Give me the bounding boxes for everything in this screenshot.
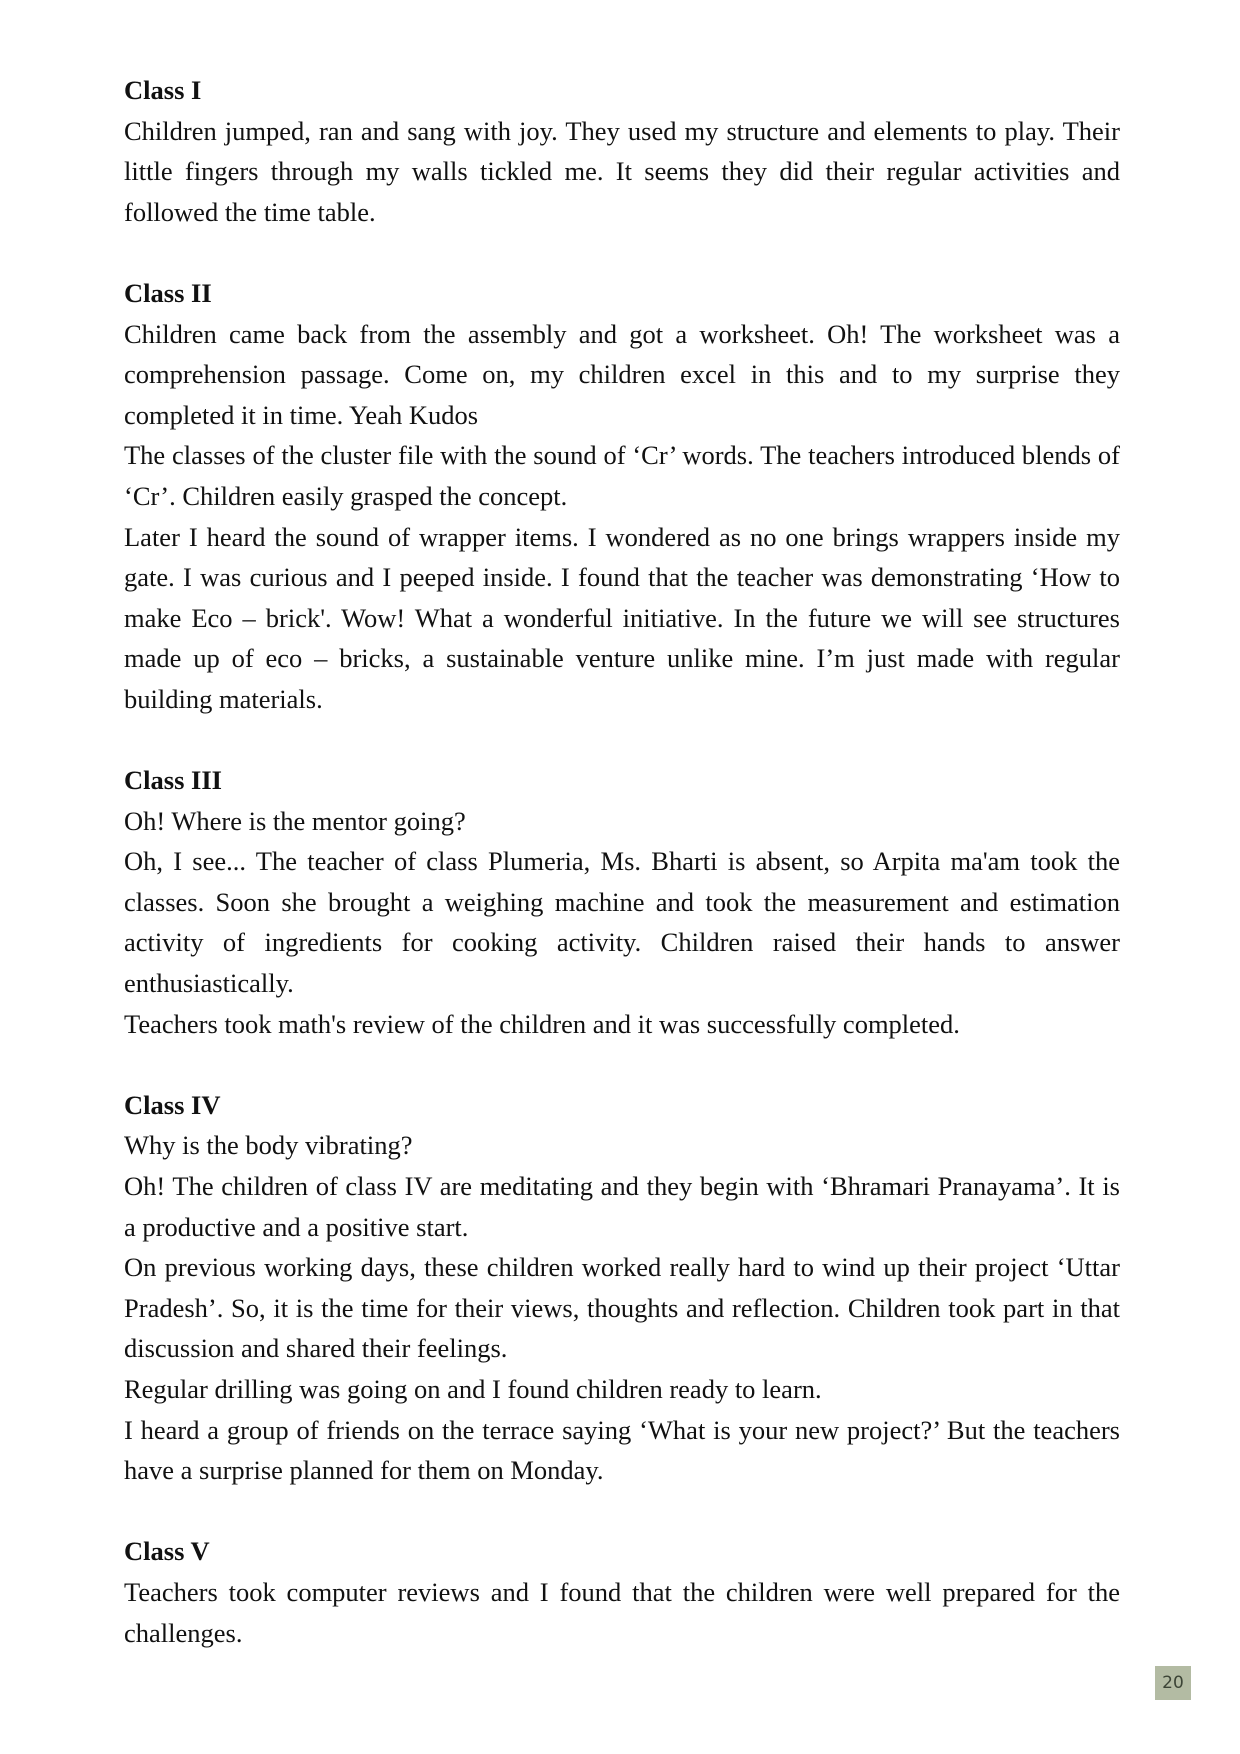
paragraph: Later I heard the sound of wrapper items. I wondered as no one brings wrappers inside my gate. I was curious and I peeped inside. I found that the teacher was demonstrating ‘How to make Eco – brick'. Wow! What a wonderful initiative. In the future we will see structures made up of eco – bricks, a sustainable venture unlike mine. I’m just made with regular building materials. xyxy=(124,521,1120,714)
paragraph: Regular drilling was going on and I found children ready to learn. xyxy=(124,1374,822,1404)
paragraph: Why is the body vibrating? xyxy=(124,1130,413,1161)
section-heading: Class III xyxy=(124,765,222,796)
section-heading: Class V xyxy=(124,1536,210,1567)
section-heading: Class II xyxy=(124,277,212,308)
paragraph: Children jumped, ran and sang with joy. They used my structure and elements to play. Their little fingers through my walls tickled me. It seems they did their regular activities and followed the time table. xyxy=(124,115,1120,227)
paragraph: Oh, I see... The teacher of class Plumeria, Ms. Bharti is absent, so Arpita ma'am took the classes. Soon she brought a weighing machine and took the measurement and estimation activity of ingredients for cooking activity. Children raised their hands to answer enthusiastically. xyxy=(124,846,1120,999)
section-class-i xyxy=(124,70,1120,232)
paragraph: Oh! The children of class IV are meditating and they begin with ‘Bhramari Pranayama’. It is a productive and a positive start. xyxy=(124,1171,1120,1242)
section-heading: Class IV xyxy=(124,1089,221,1120)
paragraph: Oh! Where is the mentor going? xyxy=(124,805,466,836)
paragraph: I heard a group of friends on the terrace saying ‘What is your new project?’ But the teachers have a surprise planned for them on Monday. xyxy=(124,1414,1120,1486)
section-class-v xyxy=(124,1531,1120,1653)
paragraph: The classes of the cluster file with the sound of ‘Cr’ words. The teachers introduced blends of ‘Cr’. Children easily grasped the concept. xyxy=(124,440,1120,511)
section-class-iv xyxy=(124,1085,1120,1491)
section-class-ii xyxy=(124,273,1120,720)
paragraph: On previous working days, these children worked really hard to wind up their project ‘Uttar Pradesh’. So, it is the time for their views, thoughts and reflection. Children took part in that discussion and shared their feelings. xyxy=(124,1252,1120,1364)
paragraph: Teachers took computer reviews and I found that the children were well prepared for the challenges. xyxy=(124,1576,1120,1648)
document-body xyxy=(124,70,1120,1694)
section-heading: Class I xyxy=(124,75,202,105)
page-number: 20 xyxy=(1155,1666,1191,1700)
paragraph: Teachers took math's review of the children and it was successfully completed. xyxy=(124,1008,960,1039)
section-class-iii xyxy=(124,760,1120,1044)
paragraph: Children came back from the assembly and got a worksheet. Oh! The worksheet was a comprehension passage. Come on, my children excel in this and to my surprise they completed it in time. Yeah Kudos xyxy=(124,318,1120,430)
